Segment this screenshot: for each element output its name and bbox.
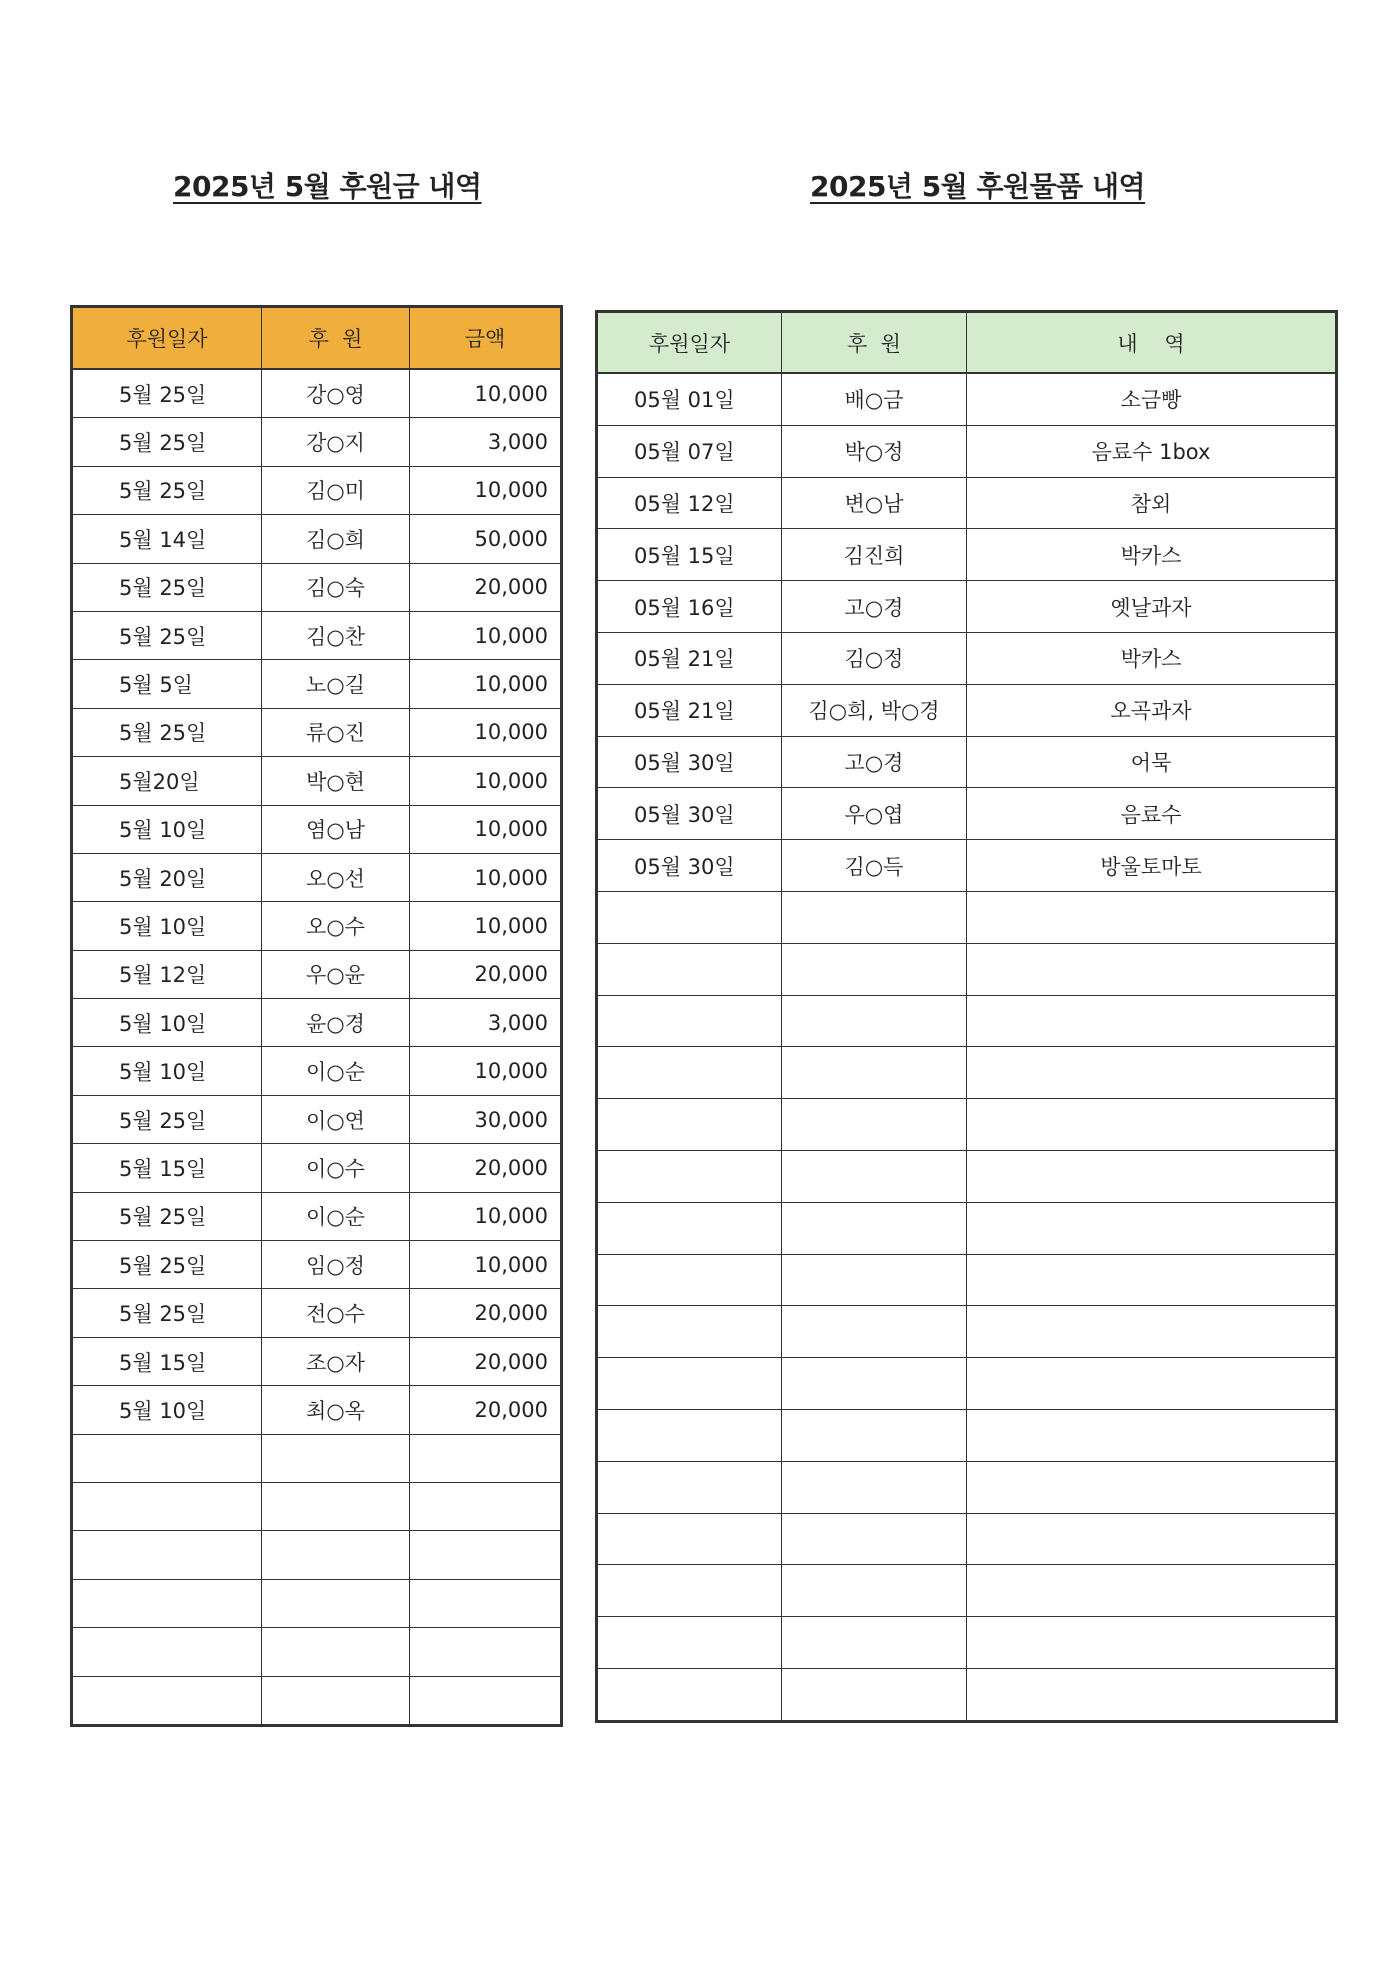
cell-date: 05월 07일 — [597, 425, 782, 477]
cell-item: 오곡과자 — [967, 684, 1337, 736]
empty-cell — [72, 1434, 262, 1482]
cell-date: 05월 30일 — [597, 736, 782, 788]
empty-cell — [782, 1409, 967, 1461]
empty-table-row — [597, 1617, 1337, 1669]
cell-amount: 20,000 — [410, 1337, 562, 1385]
cell-date: 5월 15일 — [72, 1144, 262, 1192]
cell-date: 5월 25일 — [72, 1241, 262, 1289]
cell-donor: 박○현 — [262, 757, 410, 805]
table-row — [72, 708, 562, 756]
empty-cell — [262, 1579, 410, 1627]
empty-cell — [967, 1617, 1337, 1669]
empty-table-row — [72, 1579, 562, 1627]
empty-cell — [410, 1434, 562, 1482]
cell-date: 5월 25일 — [72, 563, 262, 611]
cell-donor: 오○수 — [262, 902, 410, 950]
empty-cell — [967, 891, 1337, 943]
cell-donor: 이○순 — [262, 1047, 410, 1095]
cell-date: 05월 01일 — [597, 373, 782, 425]
cell-donor: 김○희, 박○경 — [782, 684, 967, 736]
empty-cell — [262, 1482, 410, 1530]
table-row — [597, 840, 1337, 892]
cell-amount: 3,000 — [410, 418, 562, 466]
empty-table-row — [72, 1531, 562, 1579]
empty-cell — [597, 1409, 782, 1461]
empty-table-row — [597, 995, 1337, 1047]
empty-table-row — [597, 1668, 1337, 1721]
cell-donor: 임○정 — [262, 1241, 410, 1289]
empty-cell — [262, 1676, 410, 1725]
empty-cell — [597, 891, 782, 943]
header-amount: 금액 — [410, 307, 562, 370]
cell-date: 5월 25일 — [72, 369, 262, 418]
table-row — [72, 1095, 562, 1143]
table-row — [72, 902, 562, 950]
cell-date: 5월 25일 — [72, 466, 262, 514]
cell-amount: 10,000 — [410, 369, 562, 418]
cell-donor: 이○연 — [262, 1095, 410, 1143]
cell-amount: 30,000 — [410, 1095, 562, 1143]
cell-amount: 10,000 — [410, 853, 562, 901]
cell-date: 5월 5일 — [72, 660, 262, 708]
table-row — [597, 581, 1337, 633]
cell-date: 05월 21일 — [597, 684, 782, 736]
cell-date: 05월 30일 — [597, 840, 782, 892]
empty-table-row — [597, 1461, 1337, 1513]
empty-cell — [597, 1617, 782, 1669]
empty-cell — [597, 1047, 782, 1099]
table-row — [72, 1386, 562, 1434]
empty-table-row — [597, 1565, 1337, 1617]
cell-item: 참외 — [967, 477, 1337, 529]
empty-table-row — [597, 1202, 1337, 1254]
table-row — [72, 418, 562, 466]
empty-cell — [967, 1099, 1337, 1151]
cell-donor: 김○찬 — [262, 611, 410, 659]
empty-cell — [782, 943, 967, 995]
table-row — [72, 611, 562, 659]
cell-item: 옛날과자 — [967, 581, 1337, 633]
empty-cell — [782, 1099, 967, 1151]
cell-date: 05월 21일 — [597, 632, 782, 684]
cell-date: 5월 25일 — [72, 611, 262, 659]
header-donor: 후 원 — [782, 312, 967, 374]
empty-cell — [597, 943, 782, 995]
empty-cell — [782, 1202, 967, 1254]
empty-cell — [967, 1202, 1337, 1254]
empty-cell — [72, 1531, 262, 1579]
table-row — [72, 1192, 562, 1240]
empty-cell — [597, 1150, 782, 1202]
empty-cell — [782, 1565, 967, 1617]
cell-date: 5월 25일 — [72, 1095, 262, 1143]
empty-cell — [597, 1668, 782, 1721]
header-date: 후원일자 — [72, 307, 262, 370]
empty-table-row — [597, 1099, 1337, 1151]
cell-date: 05월 12일 — [597, 477, 782, 529]
empty-table-row — [72, 1676, 562, 1725]
empty-cell — [967, 1254, 1337, 1306]
empty-cell — [72, 1579, 262, 1627]
empty-cell — [597, 1099, 782, 1151]
empty-cell — [782, 1150, 967, 1202]
table-row — [597, 632, 1337, 684]
table-row — [72, 999, 562, 1047]
table-row — [597, 373, 1337, 425]
empty-cell — [597, 1202, 782, 1254]
empty-cell — [782, 1358, 967, 1410]
cell-donor: 이○수 — [262, 1144, 410, 1192]
empty-table-row — [597, 1409, 1337, 1461]
empty-cell — [782, 995, 967, 1047]
table-row — [597, 684, 1337, 736]
cell-amount: 10,000 — [410, 1192, 562, 1240]
empty-table-row — [597, 1358, 1337, 1410]
header-item: 내 역 — [967, 312, 1337, 374]
empty-table-row — [597, 1150, 1337, 1202]
empty-cell — [967, 1461, 1337, 1513]
cell-donor: 류○진 — [262, 708, 410, 756]
cell-donor: 우○윤 — [262, 950, 410, 998]
empty-table-row — [597, 1513, 1337, 1565]
empty-table-row — [597, 943, 1337, 995]
cell-date: 5월 10일 — [72, 999, 262, 1047]
empty-cell — [410, 1579, 562, 1627]
cell-amount: 3,000 — [410, 999, 562, 1047]
empty-cell — [597, 1513, 782, 1565]
cell-donor: 김○희 — [262, 515, 410, 563]
donation-goods-title: 2025년 5월 후원물품 내역 — [810, 170, 1146, 203]
cell-date: 5월 25일 — [72, 1192, 262, 1240]
table-row — [72, 1337, 562, 1385]
cell-date: 05월 15일 — [597, 529, 782, 581]
empty-cell — [597, 1254, 782, 1306]
table-row — [72, 757, 562, 805]
empty-cell — [967, 1565, 1337, 1617]
cell-item: 소금빵 — [967, 373, 1337, 425]
empty-cell — [410, 1482, 562, 1530]
empty-table-row — [597, 1047, 1337, 1099]
empty-cell — [262, 1434, 410, 1482]
cell-donor: 강○영 — [262, 369, 410, 418]
cell-donor: 박○정 — [782, 425, 967, 477]
empty-cell — [262, 1628, 410, 1676]
cell-donor: 조○자 — [262, 1337, 410, 1385]
table-row — [72, 1289, 562, 1337]
empty-table-row — [597, 891, 1337, 943]
cell-date: 5월 10일 — [72, 805, 262, 853]
cell-donor: 최○옥 — [262, 1386, 410, 1434]
table-row — [72, 853, 562, 901]
cell-amount: 20,000 — [410, 1144, 562, 1192]
cell-amount: 10,000 — [410, 757, 562, 805]
cell-date: 5월 10일 — [72, 902, 262, 950]
empty-cell — [782, 1461, 967, 1513]
donation-money-title: 2025년 5월 후원금 내역 — [173, 170, 482, 203]
cell-date: 5월 15일 — [72, 1337, 262, 1385]
cell-date: 5월 25일 — [72, 418, 262, 466]
cell-donor: 김○숙 — [262, 563, 410, 611]
cell-amount: 10,000 — [410, 805, 562, 853]
empty-table-row — [72, 1628, 562, 1676]
cell-donor: 이○순 — [262, 1192, 410, 1240]
empty-cell — [967, 1150, 1337, 1202]
cell-donor: 고○경 — [782, 736, 967, 788]
cell-date: 5월 25일 — [72, 1289, 262, 1337]
header-donor: 후 원 — [262, 307, 410, 370]
table-row — [72, 1241, 562, 1289]
table-row — [72, 950, 562, 998]
cell-donor: 노○길 — [262, 660, 410, 708]
cell-donor: 염○남 — [262, 805, 410, 853]
cell-date: 05월 16일 — [597, 581, 782, 633]
empty-cell — [72, 1676, 262, 1725]
cell-item: 어묵 — [967, 736, 1337, 788]
cell-amount: 10,000 — [410, 466, 562, 514]
empty-cell — [967, 1513, 1337, 1565]
cell-donor: 배○금 — [782, 373, 967, 425]
empty-cell — [597, 1306, 782, 1358]
cell-donor: 우○엽 — [782, 788, 967, 840]
cell-amount: 10,000 — [410, 660, 562, 708]
cell-donor: 오○선 — [262, 853, 410, 901]
table-row — [72, 515, 562, 563]
empty-cell — [597, 1461, 782, 1513]
table-row — [72, 563, 562, 611]
cell-item: 음료수 1box — [967, 425, 1337, 477]
empty-cell — [782, 1513, 967, 1565]
cell-date: 5월20일 — [72, 757, 262, 805]
empty-cell — [782, 1306, 967, 1358]
empty-cell — [782, 1047, 967, 1099]
empty-cell — [967, 1306, 1337, 1358]
empty-table-row — [72, 1482, 562, 1530]
cell-date: 5월 14일 — [72, 515, 262, 563]
table-row — [597, 477, 1337, 529]
cell-date: 5월 10일 — [72, 1386, 262, 1434]
cell-date: 05월 30일 — [597, 788, 782, 840]
empty-cell — [967, 1668, 1337, 1721]
empty-cell — [967, 1409, 1337, 1461]
empty-cell — [967, 1047, 1337, 1099]
empty-cell — [410, 1531, 562, 1579]
table-row — [72, 466, 562, 514]
cell-amount: 20,000 — [410, 1289, 562, 1337]
donation-goods-table — [595, 310, 1338, 1723]
cell-amount: 10,000 — [410, 1241, 562, 1289]
table-row — [597, 736, 1337, 788]
empty-table-row — [72, 1434, 562, 1482]
cell-donor: 강○지 — [262, 418, 410, 466]
cell-amount: 10,000 — [410, 611, 562, 659]
empty-table-row — [597, 1254, 1337, 1306]
cell-amount: 20,000 — [410, 1386, 562, 1434]
cell-date: 5월 12일 — [72, 950, 262, 998]
empty-cell — [782, 891, 967, 943]
cell-donor: 김진희 — [782, 529, 967, 581]
empty-cell — [262, 1531, 410, 1579]
cell-donor: 고○경 — [782, 581, 967, 633]
empty-cell — [597, 1358, 782, 1410]
cell-donor: 김○정 — [782, 632, 967, 684]
empty-cell — [967, 1358, 1337, 1410]
table-row — [597, 425, 1337, 477]
table-row — [72, 805, 562, 853]
cell-date: 5월 25일 — [72, 708, 262, 756]
header-date: 후원일자 — [597, 312, 782, 374]
table-row — [597, 529, 1337, 581]
cell-amount: 10,000 — [410, 902, 562, 950]
table-row — [597, 788, 1337, 840]
cell-donor: 변○남 — [782, 477, 967, 529]
cell-item: 방울토마토 — [967, 840, 1337, 892]
table-row — [72, 369, 562, 418]
empty-cell — [782, 1668, 967, 1721]
donation-money-table — [70, 305, 563, 1727]
empty-cell — [72, 1628, 262, 1676]
empty-cell — [967, 995, 1337, 1047]
cell-amount: 20,000 — [410, 563, 562, 611]
cell-date: 5월 20일 — [72, 853, 262, 901]
cell-donor: 김○미 — [262, 466, 410, 514]
empty-cell — [72, 1482, 262, 1530]
table-header-row — [72, 307, 562, 370]
empty-cell — [967, 943, 1337, 995]
table-row — [72, 1144, 562, 1192]
cell-date: 5월 10일 — [72, 1047, 262, 1095]
cell-amount: 10,000 — [410, 708, 562, 756]
table-row — [72, 1047, 562, 1095]
empty-cell — [782, 1617, 967, 1669]
cell-amount: 20,000 — [410, 950, 562, 998]
cell-amount: 50,000 — [410, 515, 562, 563]
cell-donor: 김○득 — [782, 840, 967, 892]
cell-item: 박카스 — [967, 529, 1337, 581]
empty-cell — [782, 1254, 967, 1306]
empty-cell — [410, 1676, 562, 1725]
cell-amount: 10,000 — [410, 1047, 562, 1095]
empty-cell — [597, 995, 782, 1047]
cell-item: 박카스 — [967, 632, 1337, 684]
cell-donor: 전○수 — [262, 1289, 410, 1337]
empty-cell — [410, 1628, 562, 1676]
cell-donor: 윤○경 — [262, 999, 410, 1047]
table-row — [72, 660, 562, 708]
empty-cell — [597, 1565, 782, 1617]
table-header-row — [597, 312, 1337, 374]
cell-item: 음료수 — [967, 788, 1337, 840]
empty-table-row — [597, 1306, 1337, 1358]
